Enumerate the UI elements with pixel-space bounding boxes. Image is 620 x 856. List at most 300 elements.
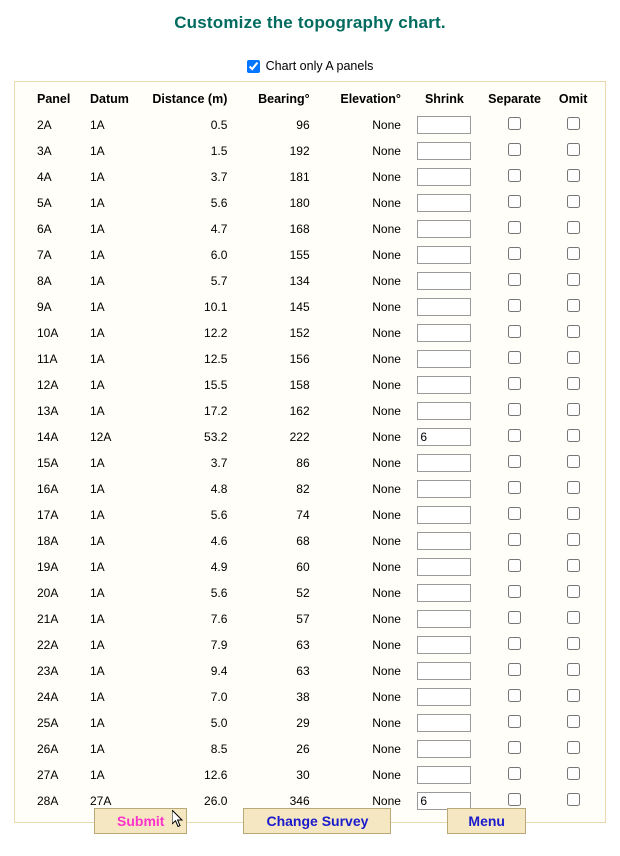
header-panel: Panel: [37, 92, 71, 106]
cell-elevation: None: [372, 508, 401, 522]
cell-datum: 1A: [89, 508, 105, 522]
cell-elevation: None: [372, 300, 401, 314]
cell-shrink: [409, 268, 480, 294]
cell-distance: 5.6: [210, 196, 228, 210]
cell-separate: [480, 528, 549, 554]
cell-shrink: [409, 112, 480, 138]
header-elevation: Elevation°: [340, 92, 401, 106]
table-row: [23, 762, 597, 788]
cell-elevation: None: [372, 378, 401, 392]
cell-omit: [549, 216, 597, 242]
cell-panel: 18A: [37, 534, 59, 548]
cell-omit: [549, 736, 597, 762]
shrink-input[interactable]: [417, 688, 471, 706]
cell-shrink: [409, 320, 480, 346]
omit-checkbox[interactable]: [567, 611, 580, 624]
separate-checkbox[interactable]: [508, 481, 521, 494]
cell-bearing: 60: [296, 560, 310, 574]
separate-checkbox[interactable]: [508, 715, 521, 728]
cell-elevation: None: [372, 326, 401, 340]
separate-checkbox[interactable]: [508, 195, 521, 208]
cell-elevation: None: [372, 690, 401, 704]
cell-distance: 7.9: [210, 638, 228, 652]
chart-only-a-panels-checkbox[interactable]: [247, 60, 260, 73]
cell-datum: 1A: [89, 742, 105, 756]
cell-bearing: 63: [296, 638, 310, 652]
cell-distance: 12.2: [204, 326, 228, 340]
cell-datum: 1A: [89, 404, 105, 418]
cell-separate: [480, 398, 549, 424]
separate-checkbox[interactable]: [508, 169, 521, 182]
cell-bearing: 181: [289, 170, 310, 184]
separate-checkbox[interactable]: [508, 637, 521, 650]
cell-bearing: 96: [296, 118, 310, 132]
cell-omit: [549, 372, 597, 398]
table-header-row: [23, 88, 597, 112]
cell-separate: [480, 242, 549, 268]
cell-datum: 1A: [89, 612, 105, 626]
cell-omit: [549, 242, 597, 268]
cell-distance: 12.6: [204, 768, 228, 782]
cell-shrink: [409, 528, 480, 554]
shrink-input[interactable]: [417, 636, 471, 654]
cell-separate: [480, 710, 549, 736]
separate-checkbox[interactable]: [508, 143, 521, 156]
shrink-input[interactable]: [417, 610, 471, 628]
cell-panel: 16A: [37, 482, 59, 496]
cell-separate: [480, 554, 549, 580]
cell-datum: 1A: [89, 170, 105, 184]
cell-separate: [480, 450, 549, 476]
table-row: [23, 528, 597, 554]
shrink-input[interactable]: [417, 558, 471, 576]
cell-shrink: [409, 346, 480, 372]
shrink-input[interactable]: [417, 376, 471, 394]
cell-omit: [549, 580, 597, 606]
cell-shrink: [409, 398, 480, 424]
change-survey-button[interactable]: Change Survey: [243, 808, 391, 834]
cell-separate: [480, 632, 549, 658]
cell-bearing: 156: [289, 352, 310, 366]
cell-distance: 26.0: [204, 794, 228, 808]
cell-datum: 1A: [89, 378, 105, 392]
table-row: [23, 710, 597, 736]
cell-bearing: 222: [289, 430, 310, 444]
shrink-input[interactable]: [417, 766, 471, 784]
cell-panel: 20A: [37, 586, 59, 600]
omit-checkbox[interactable]: [567, 767, 580, 780]
cell-omit: [549, 658, 597, 684]
shrink-input[interactable]: [417, 350, 471, 368]
cell-datum: 1A: [89, 534, 105, 548]
cell-datum: 1A: [89, 144, 105, 158]
cell-panel: 28A: [37, 794, 59, 808]
omit-checkbox[interactable]: [567, 247, 580, 260]
cell-panel: 17A: [37, 508, 59, 522]
cell-omit: [549, 632, 597, 658]
menu-button[interactable]: Menu: [447, 808, 526, 834]
cell-omit: [549, 554, 597, 580]
cell-panel: 19A: [37, 560, 59, 574]
table-row: [23, 658, 597, 684]
shrink-input[interactable]: [417, 662, 471, 680]
cell-separate: [480, 606, 549, 632]
cell-elevation: None: [372, 118, 401, 132]
cell-separate: [480, 424, 549, 450]
cell-elevation: None: [372, 430, 401, 444]
shrink-input[interactable]: [417, 142, 471, 160]
cell-shrink: [409, 242, 480, 268]
cell-omit: [549, 268, 597, 294]
omit-checkbox[interactable]: [567, 481, 580, 494]
cell-panel: 11A: [37, 352, 58, 366]
separate-checkbox[interactable]: [508, 377, 521, 390]
separate-checkbox[interactable]: [508, 793, 521, 806]
cell-datum: 1A: [89, 274, 105, 288]
cell-panel: 15A: [37, 456, 59, 470]
cell-bearing: 192: [289, 144, 310, 158]
cell-distance: 3.7: [210, 170, 228, 184]
cell-shrink: [409, 190, 480, 216]
separate-checkbox[interactable]: [508, 273, 521, 286]
cell-distance: 0.5: [210, 118, 228, 132]
header-bearing: Bearing°: [258, 92, 310, 106]
cell-distance: 4.9: [210, 560, 228, 574]
table-row: [23, 190, 597, 216]
cell-omit: [549, 294, 597, 320]
cell-distance: 9.4: [210, 664, 228, 678]
cell-distance: 1.5: [210, 144, 228, 158]
cell-separate: [480, 762, 549, 788]
shrink-input[interactable]: [417, 480, 471, 498]
separate-checkbox[interactable]: [508, 559, 521, 572]
cell-shrink: [409, 502, 480, 528]
omit-checkbox[interactable]: [567, 169, 580, 182]
cell-shrink: [409, 606, 480, 632]
cell-distance: 4.7: [210, 222, 228, 236]
cell-bearing: 63: [296, 664, 310, 678]
cell-datum: 1A: [89, 456, 105, 470]
separate-checkbox[interactable]: [508, 767, 521, 780]
separate-checkbox[interactable]: [508, 533, 521, 546]
table-row: [23, 580, 597, 606]
cell-omit: [549, 320, 597, 346]
cell-elevation: None: [372, 456, 401, 470]
header-separate: Separate: [488, 92, 541, 106]
separate-checkbox[interactable]: [508, 663, 521, 676]
omit-checkbox[interactable]: [567, 429, 580, 442]
table-row: [23, 424, 597, 450]
cell-shrink: [409, 294, 480, 320]
cell-elevation: None: [372, 352, 401, 366]
cell-omit: [549, 762, 597, 788]
shrink-input[interactable]: [417, 532, 471, 550]
separate-checkbox[interactable]: [508, 611, 521, 624]
cell-separate: [480, 138, 549, 164]
cell-datum: 1A: [89, 560, 105, 574]
omit-checkbox[interactable]: [567, 195, 580, 208]
separate-checkbox[interactable]: [508, 325, 521, 338]
cell-shrink: [409, 710, 480, 736]
omit-checkbox[interactable]: [567, 117, 580, 130]
shrink-input[interactable]: [417, 298, 471, 316]
cell-elevation: None: [372, 196, 401, 210]
omit-checkbox[interactable]: [567, 637, 580, 650]
omit-checkbox[interactable]: [567, 715, 580, 728]
cell-panel: 13A: [37, 404, 59, 418]
topography-table-frame: [14, 81, 606, 823]
cell-separate: [480, 268, 549, 294]
table-row: [23, 242, 597, 268]
cell-datum: 1A: [89, 300, 105, 314]
cell-datum: 1A: [89, 222, 105, 236]
cell-panel: 26A: [37, 742, 59, 756]
cell-bearing: 82: [296, 482, 310, 496]
cell-separate: [480, 476, 549, 502]
table-row: [23, 632, 597, 658]
cell-shrink: [409, 580, 480, 606]
cell-datum: 1A: [89, 196, 105, 210]
shrink-input[interactable]: [417, 168, 471, 186]
omit-checkbox[interactable]: [567, 793, 580, 806]
omit-checkbox[interactable]: [567, 299, 580, 312]
separate-checkbox[interactable]: [508, 507, 521, 520]
omit-checkbox[interactable]: [567, 585, 580, 598]
cell-shrink: [409, 736, 480, 762]
cell-datum: 1A: [89, 690, 105, 704]
table-row: [23, 294, 597, 320]
cell-bearing: 86: [296, 456, 310, 470]
table-row: [23, 554, 597, 580]
cell-separate: [480, 658, 549, 684]
cell-panel: 25A: [37, 716, 59, 730]
table-row: [23, 216, 597, 242]
shrink-input[interactable]: [417, 740, 471, 758]
omit-checkbox[interactable]: [567, 455, 580, 468]
cell-panel: 9A: [37, 300, 52, 314]
cell-separate: [480, 736, 549, 762]
omit-checkbox[interactable]: [567, 143, 580, 156]
table-row: [23, 502, 597, 528]
omit-checkbox[interactable]: [567, 741, 580, 754]
cell-shrink: [409, 424, 480, 450]
omit-checkbox[interactable]: [567, 403, 580, 416]
shrink-input[interactable]: [417, 246, 471, 264]
cell-datum: 1A: [89, 352, 105, 366]
table-row: [23, 112, 597, 138]
omit-checkbox[interactable]: [567, 221, 580, 234]
cell-datum: 1A: [89, 638, 105, 652]
cell-elevation: None: [372, 170, 401, 184]
shrink-input[interactable]: [417, 402, 471, 420]
separate-checkbox[interactable]: [508, 247, 521, 260]
table-row: [23, 164, 597, 190]
cell-separate: [480, 112, 549, 138]
cell-bearing: 68: [296, 534, 310, 548]
table-row: [23, 398, 597, 424]
separate-checkbox[interactable]: [508, 741, 521, 754]
separate-checkbox[interactable]: [508, 221, 521, 234]
cell-elevation: None: [372, 612, 401, 626]
separate-checkbox[interactable]: [508, 351, 521, 364]
shrink-input[interactable]: [417, 194, 471, 212]
cell-elevation: None: [372, 248, 401, 262]
cell-distance: 4.6: [210, 534, 228, 548]
header-omit: Omit: [558, 92, 588, 106]
cell-separate: [480, 346, 549, 372]
cell-separate: [480, 320, 549, 346]
cell-shrink: [409, 164, 480, 190]
cell-omit: [549, 606, 597, 632]
cell-shrink: [409, 632, 480, 658]
cell-panel: 2A: [37, 118, 52, 132]
cell-elevation: None: [372, 534, 401, 548]
table-row: [23, 346, 597, 372]
cell-omit: [549, 190, 597, 216]
cell-omit: [549, 450, 597, 476]
cell-shrink: [409, 554, 480, 580]
omit-checkbox[interactable]: [567, 377, 580, 390]
cell-elevation: None: [372, 768, 401, 782]
chart-only-a-panels-filter[interactable]: [0, 59, 620, 73]
separate-checkbox[interactable]: [508, 585, 521, 598]
shrink-input[interactable]: [417, 584, 471, 602]
shrink-input[interactable]: [417, 272, 471, 290]
omit-checkbox[interactable]: [567, 689, 580, 702]
page-title: Customize the topography chart.: [174, 13, 446, 32]
header-distance: Distance (m): [152, 92, 228, 106]
cell-elevation: None: [372, 742, 401, 756]
action-buttons: [0, 808, 620, 834]
cell-distance: 17.2: [204, 404, 228, 418]
omit-checkbox[interactable]: [567, 663, 580, 676]
cell-separate: [480, 372, 549, 398]
cell-bearing: 74: [296, 508, 310, 522]
cell-panel: 27A: [37, 768, 59, 782]
shrink-input[interactable]: [417, 220, 471, 238]
shrink-input[interactable]: [417, 324, 471, 342]
omit-checkbox[interactable]: [567, 533, 580, 546]
cell-omit: [549, 684, 597, 710]
cell-distance: 5.6: [210, 586, 228, 600]
table-row: [23, 372, 597, 398]
cell-omit: [549, 112, 597, 138]
cell-omit: [549, 710, 597, 736]
cell-omit: [549, 346, 597, 372]
cell-bearing: 52: [296, 586, 310, 600]
cell-bearing: 168: [289, 222, 310, 236]
cell-panel: 23A: [37, 664, 59, 678]
cell-shrink: [409, 684, 480, 710]
cell-omit: [549, 164, 597, 190]
separate-checkbox[interactable]: [508, 689, 521, 702]
cell-omit: [549, 138, 597, 164]
cell-distance: 5.6: [210, 508, 228, 522]
shrink-input[interactable]: [417, 714, 471, 732]
cell-elevation: None: [372, 560, 401, 574]
shrink-input[interactable]: [417, 428, 471, 446]
cell-separate: [480, 294, 549, 320]
cell-elevation: None: [372, 664, 401, 678]
shrink-input[interactable]: [417, 454, 471, 472]
shrink-input[interactable]: [417, 506, 471, 524]
separate-checkbox[interactable]: [508, 299, 521, 312]
cell-distance: 7.6: [210, 612, 228, 626]
submit-button[interactable]: Submit: [94, 808, 187, 834]
cell-datum: 1A: [89, 716, 105, 730]
chart-only-a-panels-label: Chart only A panels: [265, 59, 374, 73]
cell-datum: 1A: [89, 326, 105, 340]
cell-panel: 5A: [37, 196, 52, 210]
header-datum: Datum: [89, 92, 129, 106]
cell-bearing: 38: [296, 690, 310, 704]
table-row: [23, 476, 597, 502]
cell-shrink: [409, 372, 480, 398]
cell-panel: 6A: [37, 222, 52, 236]
cell-omit: [549, 528, 597, 554]
cell-panel: 14A: [37, 430, 59, 444]
cell-panel: 12A: [37, 378, 59, 392]
omit-checkbox[interactable]: [567, 507, 580, 520]
cell-shrink: [409, 138, 480, 164]
cell-bearing: 134: [289, 274, 310, 288]
cell-datum: 1A: [89, 664, 105, 678]
cell-distance: 15.5: [204, 378, 228, 392]
cell-bearing: 158: [289, 378, 310, 392]
cell-elevation: None: [372, 274, 401, 288]
cell-bearing: 26: [296, 742, 310, 756]
omit-checkbox[interactable]: [567, 559, 580, 572]
cell-datum: 12A: [89, 430, 112, 444]
cell-omit: [549, 476, 597, 502]
cell-distance: 7.0: [210, 690, 228, 704]
separate-checkbox[interactable]: [508, 455, 521, 468]
cell-shrink: [409, 658, 480, 684]
cell-elevation: None: [372, 794, 401, 808]
cell-datum: 1A: [89, 586, 105, 600]
cell-elevation: None: [372, 482, 401, 496]
cell-bearing: 152: [289, 326, 310, 340]
separate-checkbox[interactable]: [508, 403, 521, 416]
cell-bearing: 162: [289, 404, 310, 418]
cell-separate: [480, 502, 549, 528]
omit-checkbox[interactable]: [567, 351, 580, 364]
cell-elevation: None: [372, 404, 401, 418]
cell-shrink: [409, 762, 480, 788]
cell-distance: 10.1: [204, 300, 228, 314]
table-row: [23, 138, 597, 164]
separate-checkbox[interactable]: [508, 429, 521, 442]
cell-datum: 27A: [89, 794, 112, 808]
table-body: [23, 112, 597, 814]
cell-elevation: None: [372, 638, 401, 652]
cell-bearing: 346: [289, 794, 310, 808]
cell-panel: 3A: [37, 144, 52, 158]
cell-distance: 5.7: [210, 274, 228, 288]
shrink-input[interactable]: [417, 116, 471, 134]
cell-panel: 10A: [37, 326, 59, 340]
omit-checkbox[interactable]: [567, 325, 580, 338]
cell-panel: 8A: [37, 274, 52, 288]
table-row: [23, 320, 597, 346]
cell-distance: 4.8: [210, 482, 228, 496]
cell-bearing: 155: [289, 248, 310, 262]
cell-distance: 8.5: [210, 742, 228, 756]
cell-datum: 1A: [89, 248, 105, 262]
cell-omit: [549, 424, 597, 450]
omit-checkbox[interactable]: [567, 273, 580, 286]
separate-checkbox[interactable]: [508, 117, 521, 130]
